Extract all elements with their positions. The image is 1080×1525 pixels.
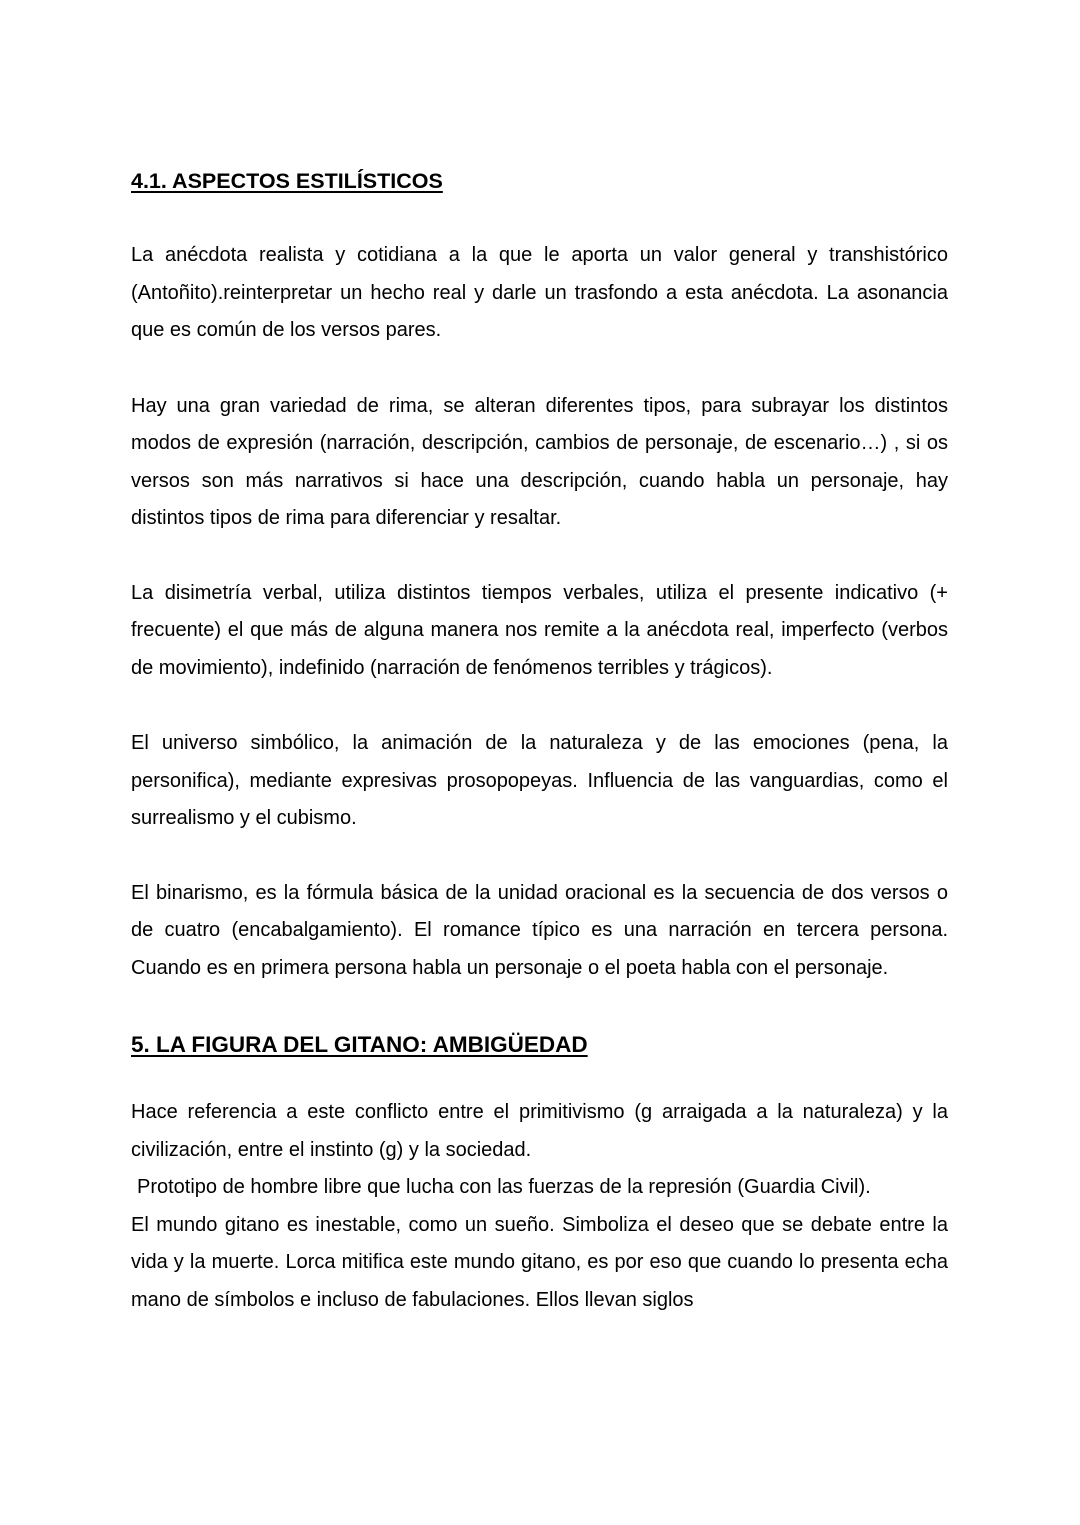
paragraph: La disimetría verbal, utiliza distintos tiempos verbales, utiliza el presente indicativo (+ frecuente) el que más de alguna manera nos remite a la anécdota real, imperfecto (verbos de movimiento), indefinido (narración de fenómenos terribles y trágicos). [131, 581, 948, 679]
paragraph: Hace referencia a este conflicto entre el primitivismo (g arraigada a la naturaleza) y la civilización, entre el instinto (g) y la sociedad. [131, 1101, 948, 1161]
section-aspectos-estilisticos [131, 163, 948, 987]
paragraph: La anécdota realista y cotidiana a la que le aporta un valor general y transhistórico (Antoñito).reinterpretar un hecho real y darle un trasfondo a esta anécdota. La asonancia que es común de los versos pares. [131, 244, 948, 341]
paragraph: El mundo gitano es inestable, como un sueño. Simboliza el deseo que se debate entre la vida y la muerte. Lorca mitifica este mundo gitano, es por eso que cuando lo presenta echa mano de símbolos e incluso de fabulaciones. Ellos llevan siglos [131, 1213, 948, 1311]
section-figura-del-gitano [131, 1027, 948, 1319]
section-heading: 4.1. ASPECTOS ESTILÍSTICOS [131, 169, 443, 193]
paragraph [131, 1169, 948, 1207]
paragraph: El binarismo, es la fórmula básica de la unidad oracional es la secuencia de dos versos o de cuatro (encabalgamiento). El romance típico es una narración en tercera persona. Cuando es en primera persona habla un personaje o el poeta habla con el personaje. [131, 881, 948, 979]
document-page [131, 163, 948, 1319]
section-heading: 5. LA FIGURA DEL GITANO: AMBIGÜEDAD [131, 1032, 588, 1057]
paragraph: El universo simbólico, la animación de la naturaleza y de las emociones (pena, la personifica), mediante expresivas prosopopeyas. Influencia de las vanguardias, como el surrealismo y el cubismo. [131, 732, 948, 829]
paragraph-text: Prototipo de hombre libre que lucha con las fuerzas de la represión (Guardia Civil). [137, 1176, 871, 1198]
paragraph: Hay una gran variedad de rima, se alteran diferentes tipos, para subrayar los distintos modos de expresión (narración, descripción, cambios de personaje, de escenario…) , si os versos son más narrativos si hace una descripción, cuando habla un personaje, hay distintos tipos de rima para diferenciar y resaltar. [131, 394, 948, 529]
